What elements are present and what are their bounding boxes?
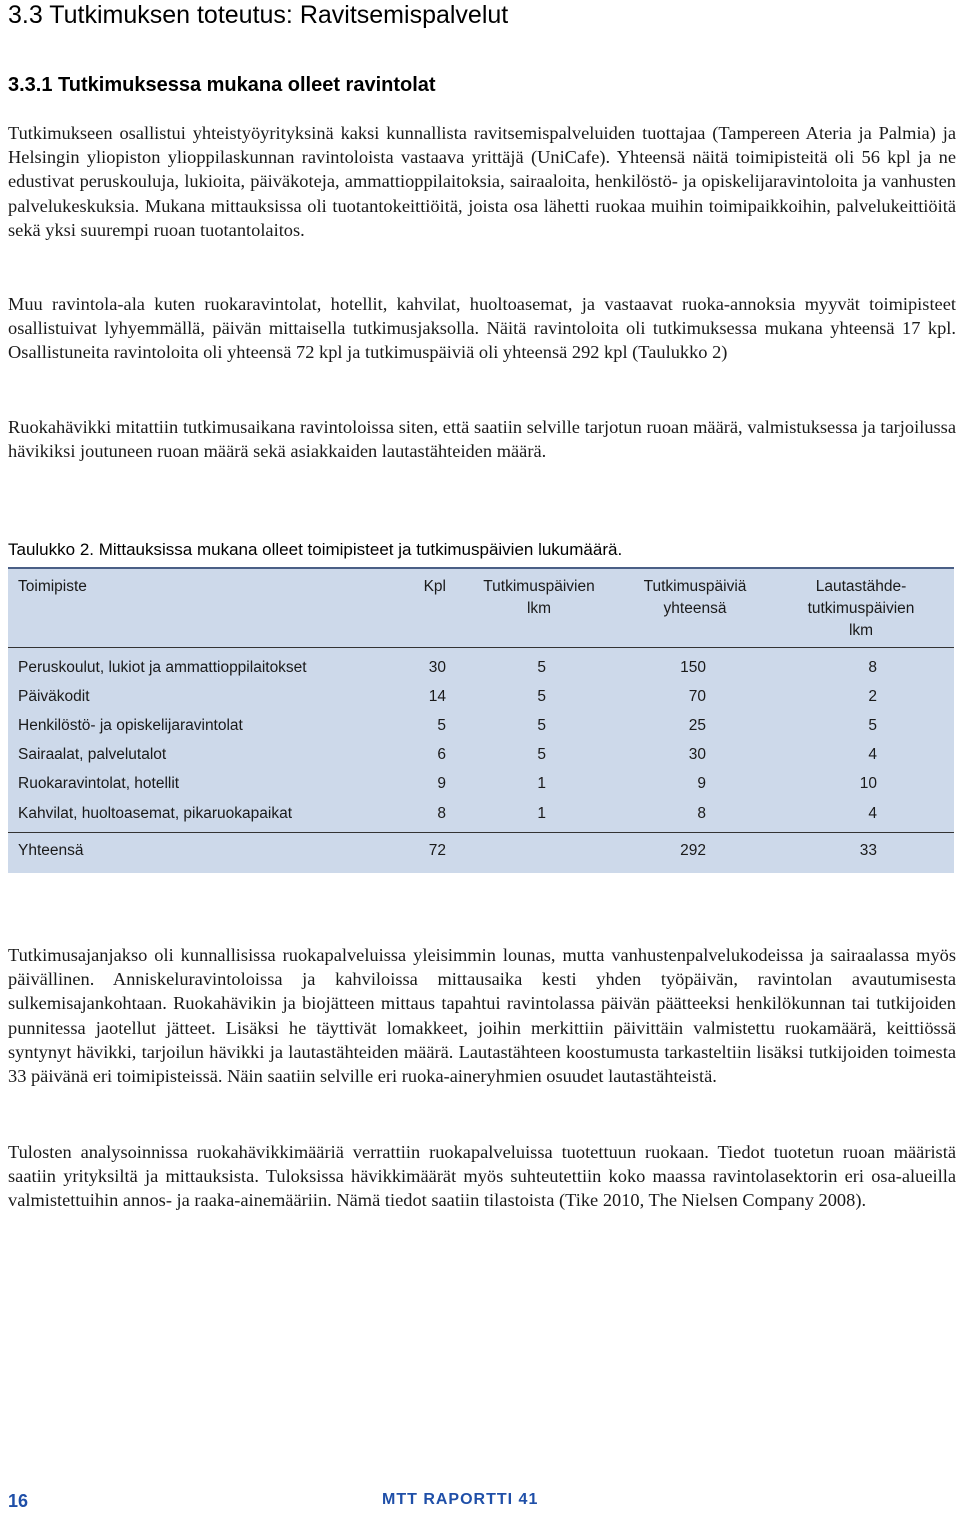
row-name: Kahvilat, huoltoasemat, pikaruokapaikat	[18, 805, 292, 822]
row-plate: 10	[859, 775, 877, 792]
sites-table	[8, 567, 954, 873]
row-lkm: 5	[537, 688, 546, 705]
paragraph-study-period: Tutkimusajanjakso oli kunnallisissa ruokapalveluissa yleisimmin lounas, mutta vanhustenpalvelukodeissa ja sairaalassa myös päivällinen. Anniskeluravintoloissa ja kahviloissa mittausaika kesti yhden työpäivän, ravintolan avautumisesta sulkemisajankohtaan. Ruokahävikin ja biojätteen mittaus tapahtui ravintolassa päivän päätteeksi henkilökunnan tai tutkijoiden punnitessa jaotellut jätteet. Lisäksi he täyttivät lomakkeet, joihin merkittiin päivittäin valmistettu ruokamäärä, keittiössä syntynyt hävikki, tarjoilun hävikki ja lautastähteiden määrä. Lautastähteen koostumusta tarkasteltiin lisäksi tutkijoiden toimesta 33 päivänä eri toimipisteissä. Näin saatiin selville eri ruoka-aineryhmien osuudet lautastähteistä.	[8, 945, 956, 1087]
row-total: 150	[680, 659, 706, 676]
header-days-total-line1: Tutkimuspäiviä	[643, 578, 747, 595]
row-name: Ruokaravintolat, hotellit	[18, 775, 180, 792]
subsection-title: 3.3.1 Tutkimuksessa mukana olleet ravintolat	[8, 74, 436, 96]
row-kpl: 5	[437, 717, 446, 734]
paragraph-analysis: Tulosten analysoinnissa ruokahävikkimääriä verrattiin ruokapalveluissa tuotettuun ruokaan. Tiedot tuotetun ruoan määristä saatiin yrityksiltä ja mittauksista. Tuloksissa hävikkimäärät myös suhteutettiin koko maassa ravintolasektorin eri osa-alueilla valmistettuihin annos- ja raaka-ainemääriin. Nämä tiedot saatiin tilastoista (Tike 2010, The Nielsen Company 2008).	[8, 1142, 956, 1211]
total-kpl: 72	[428, 842, 446, 859]
row-kpl: 6	[437, 746, 446, 763]
row-total: 25	[688, 717, 706, 734]
row-kpl: 9	[437, 775, 446, 792]
header-plate-line1: Lautastähde-	[815, 578, 907, 595]
header-rule	[8, 647, 954, 648]
row-lkm: 1	[537, 775, 546, 792]
header-days-count	[464, 576, 614, 620]
paragraph-measurement: Ruokahävikki mitattiin tutkimusaikana ravintoloissa siten, että saatiin selville tarjotun ruoan määrä, valmistuksessa ja tarjoilussa hävikiksi joutuneen ruoan määrä sekä asiakkaiden lautastähteiden määrä.	[8, 417, 956, 462]
report-name: MTT RAPORTTI 41	[382, 1491, 539, 1508]
row-name: Peruskoulut, lukiot ja ammattioppilaitokset	[18, 659, 307, 676]
total-days: 292	[680, 842, 706, 859]
row-name: Päiväkodit	[18, 688, 90, 705]
row-total: 8	[697, 805, 706, 822]
table-caption: Taulukko 2. Mittauksissa mukana olleet toimipisteet ja tutkimuspäivien lukumäärä.	[8, 540, 623, 559]
header-days-total-line2: yhteensä	[663, 600, 727, 617]
page-number: 16	[8, 1491, 29, 1511]
row-plate: 4	[868, 746, 877, 763]
row-name: Sairaalat, palvelutalot	[18, 746, 167, 763]
row-name: Henkilöstö- ja opiskelijaravintolat	[18, 717, 243, 734]
header-days-total	[620, 576, 770, 620]
total-rule	[8, 832, 954, 833]
header-toimipiste: Toimipiste	[18, 578, 87, 595]
header-plate-waste-days	[786, 576, 936, 642]
header-plate-line2: tutkimuspäivien	[807, 600, 915, 617]
header-days-count-line1: Tutkimuspäivien	[483, 578, 595, 595]
row-lkm: 1	[537, 805, 546, 822]
row-lkm: 5	[537, 659, 546, 676]
row-kpl: 8	[437, 805, 446, 822]
paragraph-other-restaurants: Muu ravintola-ala kuten ruokaravintolat, hotellit, kahvilat, huoltoasemat, ja vastaavat ruoka-annoksia myyvät toimipisteet osallistuivat lyhyemmällä, päivän mittaisella tutkimusjaksolla. Näitä ravintoloita oli tutkimuksessa mukana yhteensä 17 kpl. Osallistuneita ravintoloita oli yhteensä 72 kpl ja tutkimuspäiviä oli yhteensä 292 kpl (Taulukko 2)	[8, 294, 956, 363]
row-lkm: 5	[537, 717, 546, 734]
header-kpl: Kpl	[423, 578, 446, 595]
row-total: 70	[688, 688, 706, 705]
row-plate: 8	[868, 659, 877, 676]
paragraph-participants: Tutkimukseen osallistui yhteistyöyrityksinä kaksi kunnallista ravitsemispalveluiden tuottajaa (Tampereen Ateria ja Palmia) ja Helsingin yliopiston ylioppilaskunnan ravintoloista vastaava yrittäjä (UniCafe). Yhteensä näitä toimipisteitä oli 56 kpl ja ne edustivat peruskouluja, lukioita, päiväkoteja, ammattioppilaitoksia, sairaaloita, henkilöstö- ja opiskelijaravintoloita ja vanhusten palvelukeskuksia. Mukana mittauksissa oli tuotantokeittiöitä, joista osa lähetti ruokaa muihin toimipaikkoihin, palvelukeittiöitä sekä yksi suurempi ruoan tuotantolaitos.	[8, 123, 956, 240]
row-plate: 2	[868, 688, 877, 705]
row-kpl: 14	[428, 688, 446, 705]
total-label: Yhteensä	[18, 842, 84, 859]
row-total: 9	[697, 775, 706, 792]
row-total: 30	[688, 746, 706, 763]
row-plate: 5	[868, 717, 877, 734]
table-top-rule	[8, 567, 954, 569]
header-days-count-line2: lkm	[526, 600, 552, 617]
row-kpl: 30	[428, 659, 446, 676]
header-plate-line3: lkm	[848, 622, 874, 639]
section-title: 3.3 Tutkimuksen toteutus: Ravitsemispalvelut	[8, 1, 509, 29]
row-lkm: 5	[537, 746, 546, 763]
total-plate: 33	[859, 842, 877, 859]
row-plate: 4	[868, 805, 877, 822]
